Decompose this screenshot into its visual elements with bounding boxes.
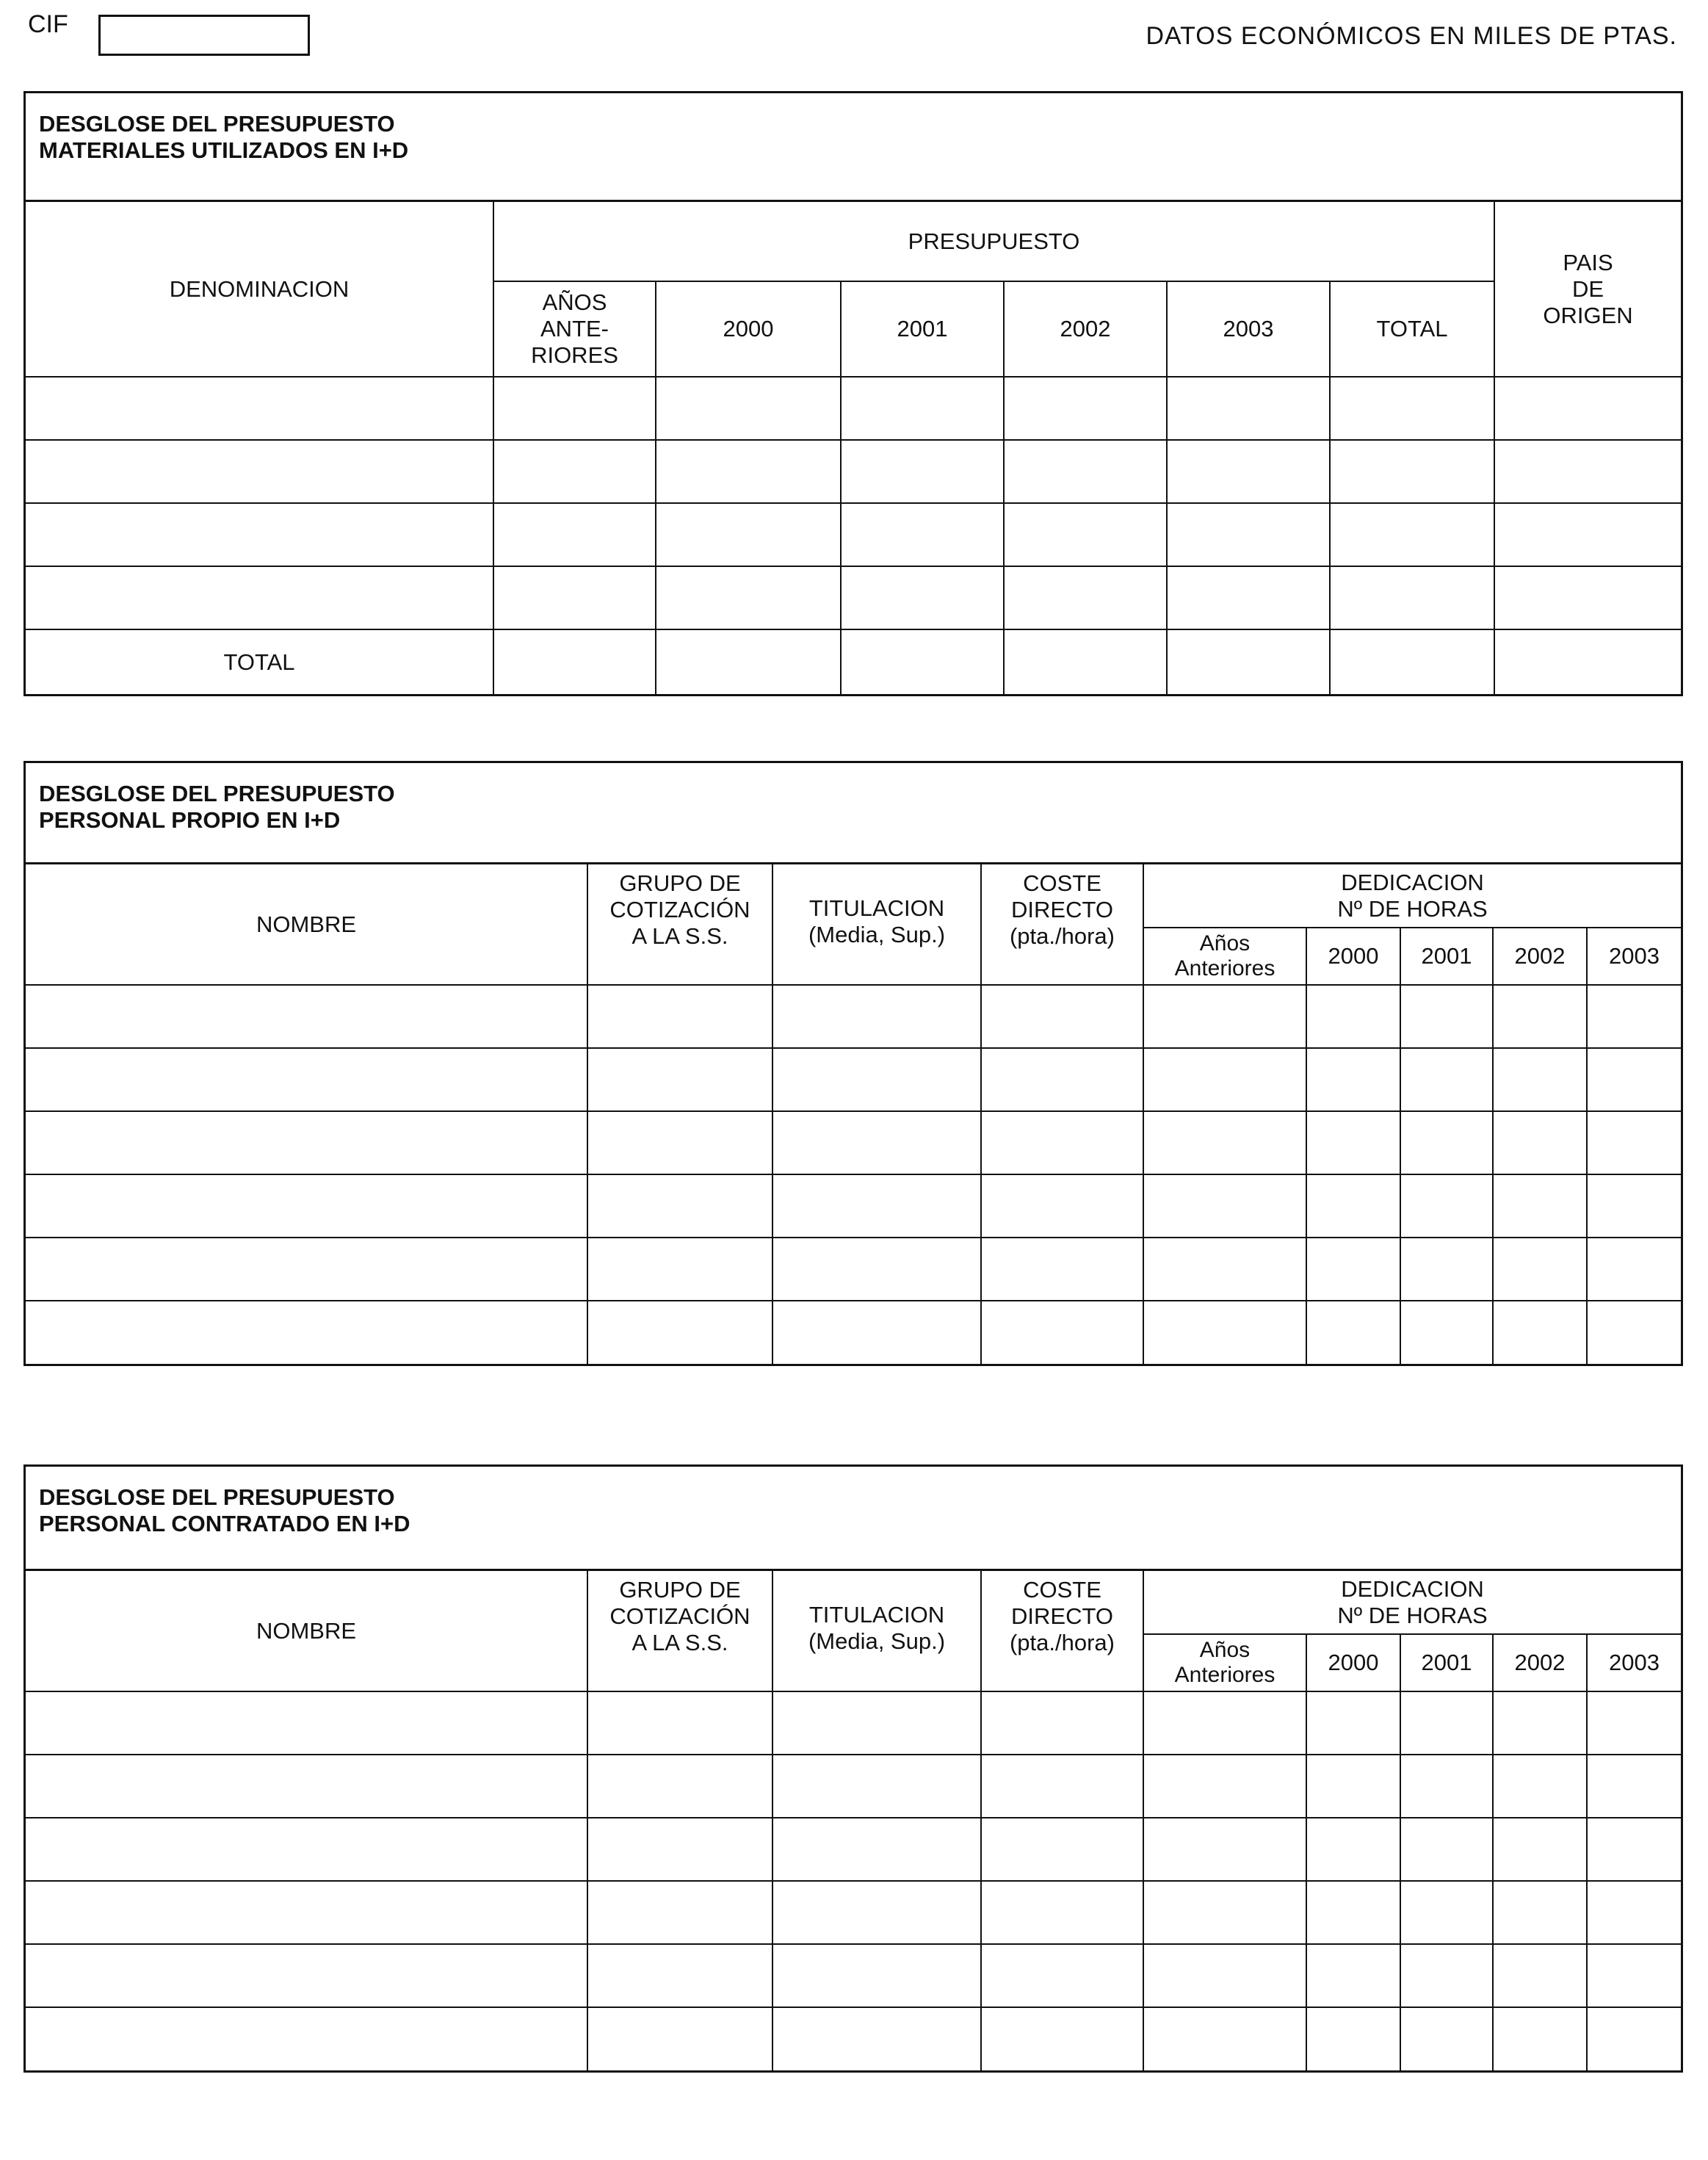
table-cell[interactable] (1143, 1691, 1306, 1755)
table-cell[interactable] (1143, 2007, 1306, 2070)
dedicacion-line1: DEDICACION (1341, 869, 1484, 895)
table-cell[interactable] (1587, 2007, 1681, 2070)
table-cell[interactable] (26, 566, 493, 629)
anos-line1: AÑOS (542, 289, 607, 315)
table-cell[interactable] (1493, 1691, 1587, 1755)
table-cell[interactable] (656, 629, 841, 694)
table-cell[interactable] (1330, 566, 1494, 629)
materiales-title-line2: MATERIALES UTILIZADOS EN I+D (39, 137, 409, 163)
table-cell[interactable] (1306, 1048, 1400, 1111)
titulacion-line2: (Media, Sup.) (808, 922, 946, 947)
table-cell[interactable] (772, 1238, 981, 1301)
dedicacion-line2: Nº DE HORAS (1337, 895, 1488, 922)
table-row (26, 985, 1681, 1048)
table-cell[interactable] (1494, 377, 1681, 440)
table-cell[interactable] (587, 985, 772, 1048)
table-cell[interactable] (1306, 1818, 1400, 1881)
table-cell[interactable] (587, 1301, 772, 1364)
table-cell[interactable] (1306, 2007, 1400, 2070)
propio-table (26, 864, 1681, 1364)
table-cell[interactable] (772, 1048, 981, 1111)
table-cell[interactable] (1587, 1755, 1681, 1818)
table-cell[interactable] (656, 440, 841, 503)
table-cell[interactable] (26, 1048, 587, 1111)
col-presupuesto: PRESUPUESTO (493, 202, 1494, 281)
table-cell[interactable] (1306, 1944, 1400, 2007)
table-cell[interactable] (1306, 985, 1400, 1048)
table-cell[interactable] (26, 1881, 587, 1944)
table-cell[interactable] (587, 1048, 772, 1111)
col-year-2001: 2001 (1400, 928, 1493, 985)
col-titulacion (772, 1571, 981, 1691)
grupo-line1: GRUPO DE (619, 870, 741, 896)
table-cell[interactable] (841, 377, 1004, 440)
table-row (26, 1048, 1681, 1111)
table-cell[interactable] (772, 1944, 981, 2007)
table-cell[interactable] (772, 1111, 981, 1174)
titulacion-line1: TITULACION (808, 895, 945, 921)
table-row (26, 1944, 1681, 2007)
col-year-2003: 2003 (1167, 281, 1330, 377)
col-year-2003: 2003 (1587, 928, 1681, 985)
table-row (26, 566, 1681, 629)
table-cell[interactable] (1004, 377, 1167, 440)
anos-line2: Anteriores (1174, 1663, 1275, 1687)
col-titulacion (772, 864, 981, 985)
coste-line2: DIRECTO (1011, 1603, 1113, 1629)
table-cell[interactable] (1167, 503, 1330, 566)
table-cell[interactable] (1143, 1944, 1306, 2007)
table-cell[interactable] (981, 1755, 1143, 1818)
table-row (26, 1238, 1681, 1301)
col-nombre: NOMBRE (26, 1571, 587, 1691)
table-row (26, 377, 1681, 440)
col-dedicacion (1143, 1571, 1681, 1634)
grupo-line2: COTIZACIÓN (609, 1603, 750, 1629)
table-cell[interactable] (1400, 1238, 1493, 1301)
grupo-line1: GRUPO DE (619, 1577, 741, 1603)
table-cell[interactable] (841, 440, 1004, 503)
table-cell[interactable] (1306, 1881, 1400, 1944)
contratado-title (26, 1467, 1681, 1571)
col-year-2001: 2001 (841, 281, 1004, 377)
col-anos-anteriores (1143, 1634, 1306, 1691)
table-cell[interactable] (1587, 1818, 1681, 1881)
anos-line3: RIORES (531, 342, 618, 368)
header-note: DATOS ECONÓMICOS EN MILES DE PTAS. (1146, 22, 1677, 50)
table-cell[interactable] (772, 1755, 981, 1818)
col-year-2000: 2000 (1306, 928, 1400, 985)
table-cell[interactable] (1306, 1174, 1400, 1238)
table-cell[interactable] (772, 1691, 981, 1755)
table-cell[interactable] (587, 1818, 772, 1881)
col-dedicacion (1143, 864, 1681, 928)
table-cell[interactable] (1493, 2007, 1587, 2070)
table-row (26, 1691, 1681, 1755)
table-cell[interactable] (26, 1818, 587, 1881)
grupo-line3: A LA S.S. (632, 1630, 728, 1655)
table-cell[interactable] (1004, 440, 1167, 503)
table-cell[interactable] (1587, 1691, 1681, 1755)
col-denominacion: DENOMINACION (26, 202, 493, 377)
table-cell[interactable] (1493, 1238, 1587, 1301)
table-cell[interactable] (1143, 1755, 1306, 1818)
table-cell[interactable] (656, 377, 841, 440)
table-cell[interactable] (587, 1111, 772, 1174)
table-cell[interactable] (1494, 440, 1681, 503)
table-cell[interactable] (1493, 985, 1587, 1048)
table-cell[interactable] (1400, 1881, 1493, 1944)
table-cell[interactable] (1004, 503, 1167, 566)
table-cell[interactable] (26, 440, 493, 503)
anos-line1: Años (1199, 931, 1251, 956)
table-cell[interactable] (1494, 629, 1681, 694)
table-row (26, 2007, 1681, 2070)
table-row (26, 1301, 1681, 1364)
dedicacion-line2: Nº DE HORAS (1337, 1602, 1488, 1628)
table-cell[interactable] (981, 1944, 1143, 2007)
table-cell[interactable] (1167, 566, 1330, 629)
table-cell[interactable] (841, 566, 1004, 629)
table-cell[interactable] (1167, 377, 1330, 440)
col-year-2000: 2000 (1306, 1634, 1400, 1691)
table-cell[interactable] (1587, 1881, 1681, 1944)
personal-contratado-section (23, 1464, 1683, 2073)
col-year-2002: 2002 (1493, 1634, 1587, 1691)
table-cell[interactable] (26, 2007, 587, 2070)
cif-input[interactable] (98, 15, 310, 56)
table-cell[interactable] (1306, 1301, 1400, 1364)
table-cell[interactable] (1306, 1111, 1400, 1174)
table-cell[interactable] (1143, 1048, 1306, 1111)
table-row (26, 1111, 1681, 1174)
table-row (26, 503, 1681, 566)
table-cell[interactable] (1330, 440, 1494, 503)
titulacion-line1: TITULACION (808, 1602, 945, 1628)
materiales-title-line1: DESGLOSE DEL PRESUPUESTO (39, 111, 395, 137)
table-cell[interactable] (772, 985, 981, 1048)
materiales-table (26, 202, 1681, 694)
grupo-line2: COTIZACIÓN (609, 897, 750, 922)
col-anos-anteriores (493, 281, 656, 377)
table-cell[interactable] (772, 2007, 981, 2070)
cif-label: CIF (28, 10, 68, 38)
table-cell[interactable] (981, 1881, 1143, 1944)
table-cell[interactable] (841, 629, 1004, 694)
table-cell[interactable] (1587, 985, 1681, 1048)
table-cell[interactable] (587, 1174, 772, 1238)
col-anos-anteriores (1143, 928, 1306, 985)
table-cell[interactable] (1400, 1111, 1493, 1174)
table-cell[interactable] (493, 503, 656, 566)
table-cell[interactable] (1494, 503, 1681, 566)
dedicacion-line1: DEDICACION (1341, 1575, 1484, 1602)
table-cell[interactable] (1400, 1818, 1493, 1881)
materiales-title (26, 93, 1681, 202)
table-cell[interactable] (26, 1301, 587, 1364)
table-cell[interactable] (981, 1174, 1143, 1238)
table-cell[interactable] (981, 1301, 1143, 1364)
table-cell[interactable] (1143, 985, 1306, 1048)
table-cell[interactable] (1493, 1818, 1587, 1881)
table-cell[interactable] (1143, 1881, 1306, 1944)
table-cell[interactable] (1167, 629, 1330, 694)
pais-line1: PAIS (1563, 249, 1613, 275)
propio-title-line2: PERSONAL PROPIO EN I+D (39, 807, 341, 833)
table-cell[interactable] (1493, 1111, 1587, 1174)
col-year-2002: 2002 (1493, 928, 1587, 985)
anos-line2: ANTE- (540, 316, 609, 342)
col-total: TOTAL (1330, 281, 1494, 377)
table-cell[interactable] (26, 1111, 587, 1174)
table-cell[interactable] (656, 566, 841, 629)
col-pais-origen (1494, 202, 1681, 377)
table-row (26, 1818, 1681, 1881)
coste-line2: DIRECTO (1011, 897, 1113, 922)
table-cell[interactable] (1400, 1048, 1493, 1111)
table-cell[interactable] (1493, 1755, 1587, 1818)
table-cell[interactable] (1400, 1691, 1493, 1755)
table-cell[interactable] (772, 1301, 981, 1364)
coste-line3: (pta./hora) (1009, 923, 1115, 949)
table-cell[interactable] (981, 1048, 1143, 1111)
anos-line2: Anteriores (1174, 956, 1275, 980)
table-cell[interactable] (1143, 1111, 1306, 1174)
table-cell[interactable] (1167, 440, 1330, 503)
total-row (26, 629, 1681, 694)
table-cell[interactable] (1587, 1301, 1681, 1364)
anos-line1: Años (1199, 1638, 1251, 1662)
table-cell[interactable] (1587, 1111, 1681, 1174)
col-nombre: NOMBRE (26, 864, 587, 985)
table-cell[interactable] (1493, 1881, 1587, 1944)
table-cell[interactable] (1143, 1174, 1306, 1238)
table-cell[interactable] (981, 1818, 1143, 1881)
contratado-title-line1: DESGLOSE DEL PRESUPUESTO (39, 1484, 395, 1510)
table-cell[interactable] (493, 377, 656, 440)
propio-title-line1: DESGLOSE DEL PRESUPUESTO (39, 781, 395, 806)
table-cell[interactable] (1143, 1818, 1306, 1881)
coste-line3: (pta./hora) (1009, 1630, 1115, 1655)
table-cell[interactable] (981, 1238, 1143, 1301)
table-cell[interactable] (656, 503, 841, 566)
col-year-2000: 2000 (656, 281, 841, 377)
table-cell[interactable] (26, 1691, 587, 1755)
table-cell[interactable] (1400, 2007, 1493, 2070)
pais-line3: ORIGEN (1543, 302, 1633, 328)
table-cell[interactable] (1400, 985, 1493, 1048)
coste-line1: COSTE (1023, 870, 1101, 896)
table-cell[interactable] (26, 1755, 587, 1818)
table-cell[interactable] (981, 985, 1143, 1048)
table-cell[interactable] (1587, 1944, 1681, 2007)
table-cell[interactable] (981, 1111, 1143, 1174)
table-cell[interactable] (26, 1238, 587, 1301)
col-grupo-cotizacion (587, 1571, 772, 1691)
table-cell[interactable] (26, 377, 493, 440)
table-cell[interactable] (1143, 1301, 1306, 1364)
table-cell[interactable] (26, 985, 587, 1048)
table-cell[interactable] (1330, 629, 1494, 694)
grupo-line3: A LA S.S. (632, 923, 728, 949)
personal-propio-section (23, 761, 1683, 1366)
propio-title (26, 763, 1681, 864)
contratado-table (26, 1571, 1681, 2070)
table-cell[interactable] (587, 1755, 772, 1818)
total-label: TOTAL (26, 629, 493, 694)
table-cell[interactable] (981, 2007, 1143, 2070)
table-cell[interactable] (587, 1691, 772, 1755)
table-cell[interactable] (1400, 1944, 1493, 2007)
table-cell[interactable] (772, 1881, 981, 1944)
table-cell[interactable] (1400, 1174, 1493, 1238)
table-cell[interactable] (841, 503, 1004, 566)
pais-line2: DE (1571, 275, 1604, 302)
table-cell[interactable] (1587, 1174, 1681, 1238)
table-cell[interactable] (26, 1174, 587, 1238)
table-cell[interactable] (772, 1174, 981, 1238)
titulacion-line2: (Media, Sup.) (808, 1628, 946, 1654)
table-row (26, 1755, 1681, 1818)
table-cell[interactable] (587, 1944, 772, 2007)
table-cell[interactable] (1004, 566, 1167, 629)
table-row (26, 1881, 1681, 1944)
materiales-section (23, 91, 1683, 696)
table-cell[interactable] (587, 1881, 772, 1944)
table-cell[interactable] (1493, 1048, 1587, 1111)
table-cell[interactable] (1587, 1238, 1681, 1301)
table-cell[interactable] (1306, 1691, 1400, 1755)
col-coste-directo (981, 864, 1143, 985)
col-year-2003: 2003 (1587, 1634, 1681, 1691)
col-coste-directo (981, 1571, 1143, 1691)
table-cell[interactable] (1493, 1174, 1587, 1238)
table-cell[interactable] (1400, 1755, 1493, 1818)
table-cell[interactable] (493, 440, 656, 503)
table-cell[interactable] (772, 1818, 981, 1881)
table-cell[interactable] (1493, 1301, 1587, 1364)
table-cell[interactable] (493, 566, 656, 629)
table-cell[interactable] (1494, 566, 1681, 629)
table-cell[interactable] (1306, 1755, 1400, 1818)
table-cell[interactable] (1587, 1048, 1681, 1111)
col-grupo-cotizacion (587, 864, 772, 985)
table-cell[interactable] (1306, 1238, 1400, 1301)
table-cell[interactable] (1004, 629, 1167, 694)
col-year-2001: 2001 (1400, 1634, 1493, 1691)
table-row (26, 1174, 1681, 1238)
table-cell[interactable] (26, 503, 493, 566)
table-row (26, 440, 1681, 503)
table-cell[interactable] (1493, 1944, 1587, 2007)
table-cell[interactable] (1400, 1301, 1493, 1364)
contratado-title-line2: PERSONAL CONTRATADO EN I+D (39, 1511, 410, 1536)
table-cell[interactable] (26, 1944, 587, 2007)
table-cell[interactable] (1143, 1238, 1306, 1301)
table-cell[interactable] (1330, 503, 1494, 566)
table-cell[interactable] (587, 2007, 772, 2070)
table-cell[interactable] (493, 629, 656, 694)
table-cell[interactable] (981, 1691, 1143, 1755)
table-cell[interactable] (587, 1238, 772, 1301)
table-cell[interactable] (1330, 377, 1494, 440)
col-year-2002: 2002 (1004, 281, 1167, 377)
coste-line1: COSTE (1023, 1577, 1101, 1603)
